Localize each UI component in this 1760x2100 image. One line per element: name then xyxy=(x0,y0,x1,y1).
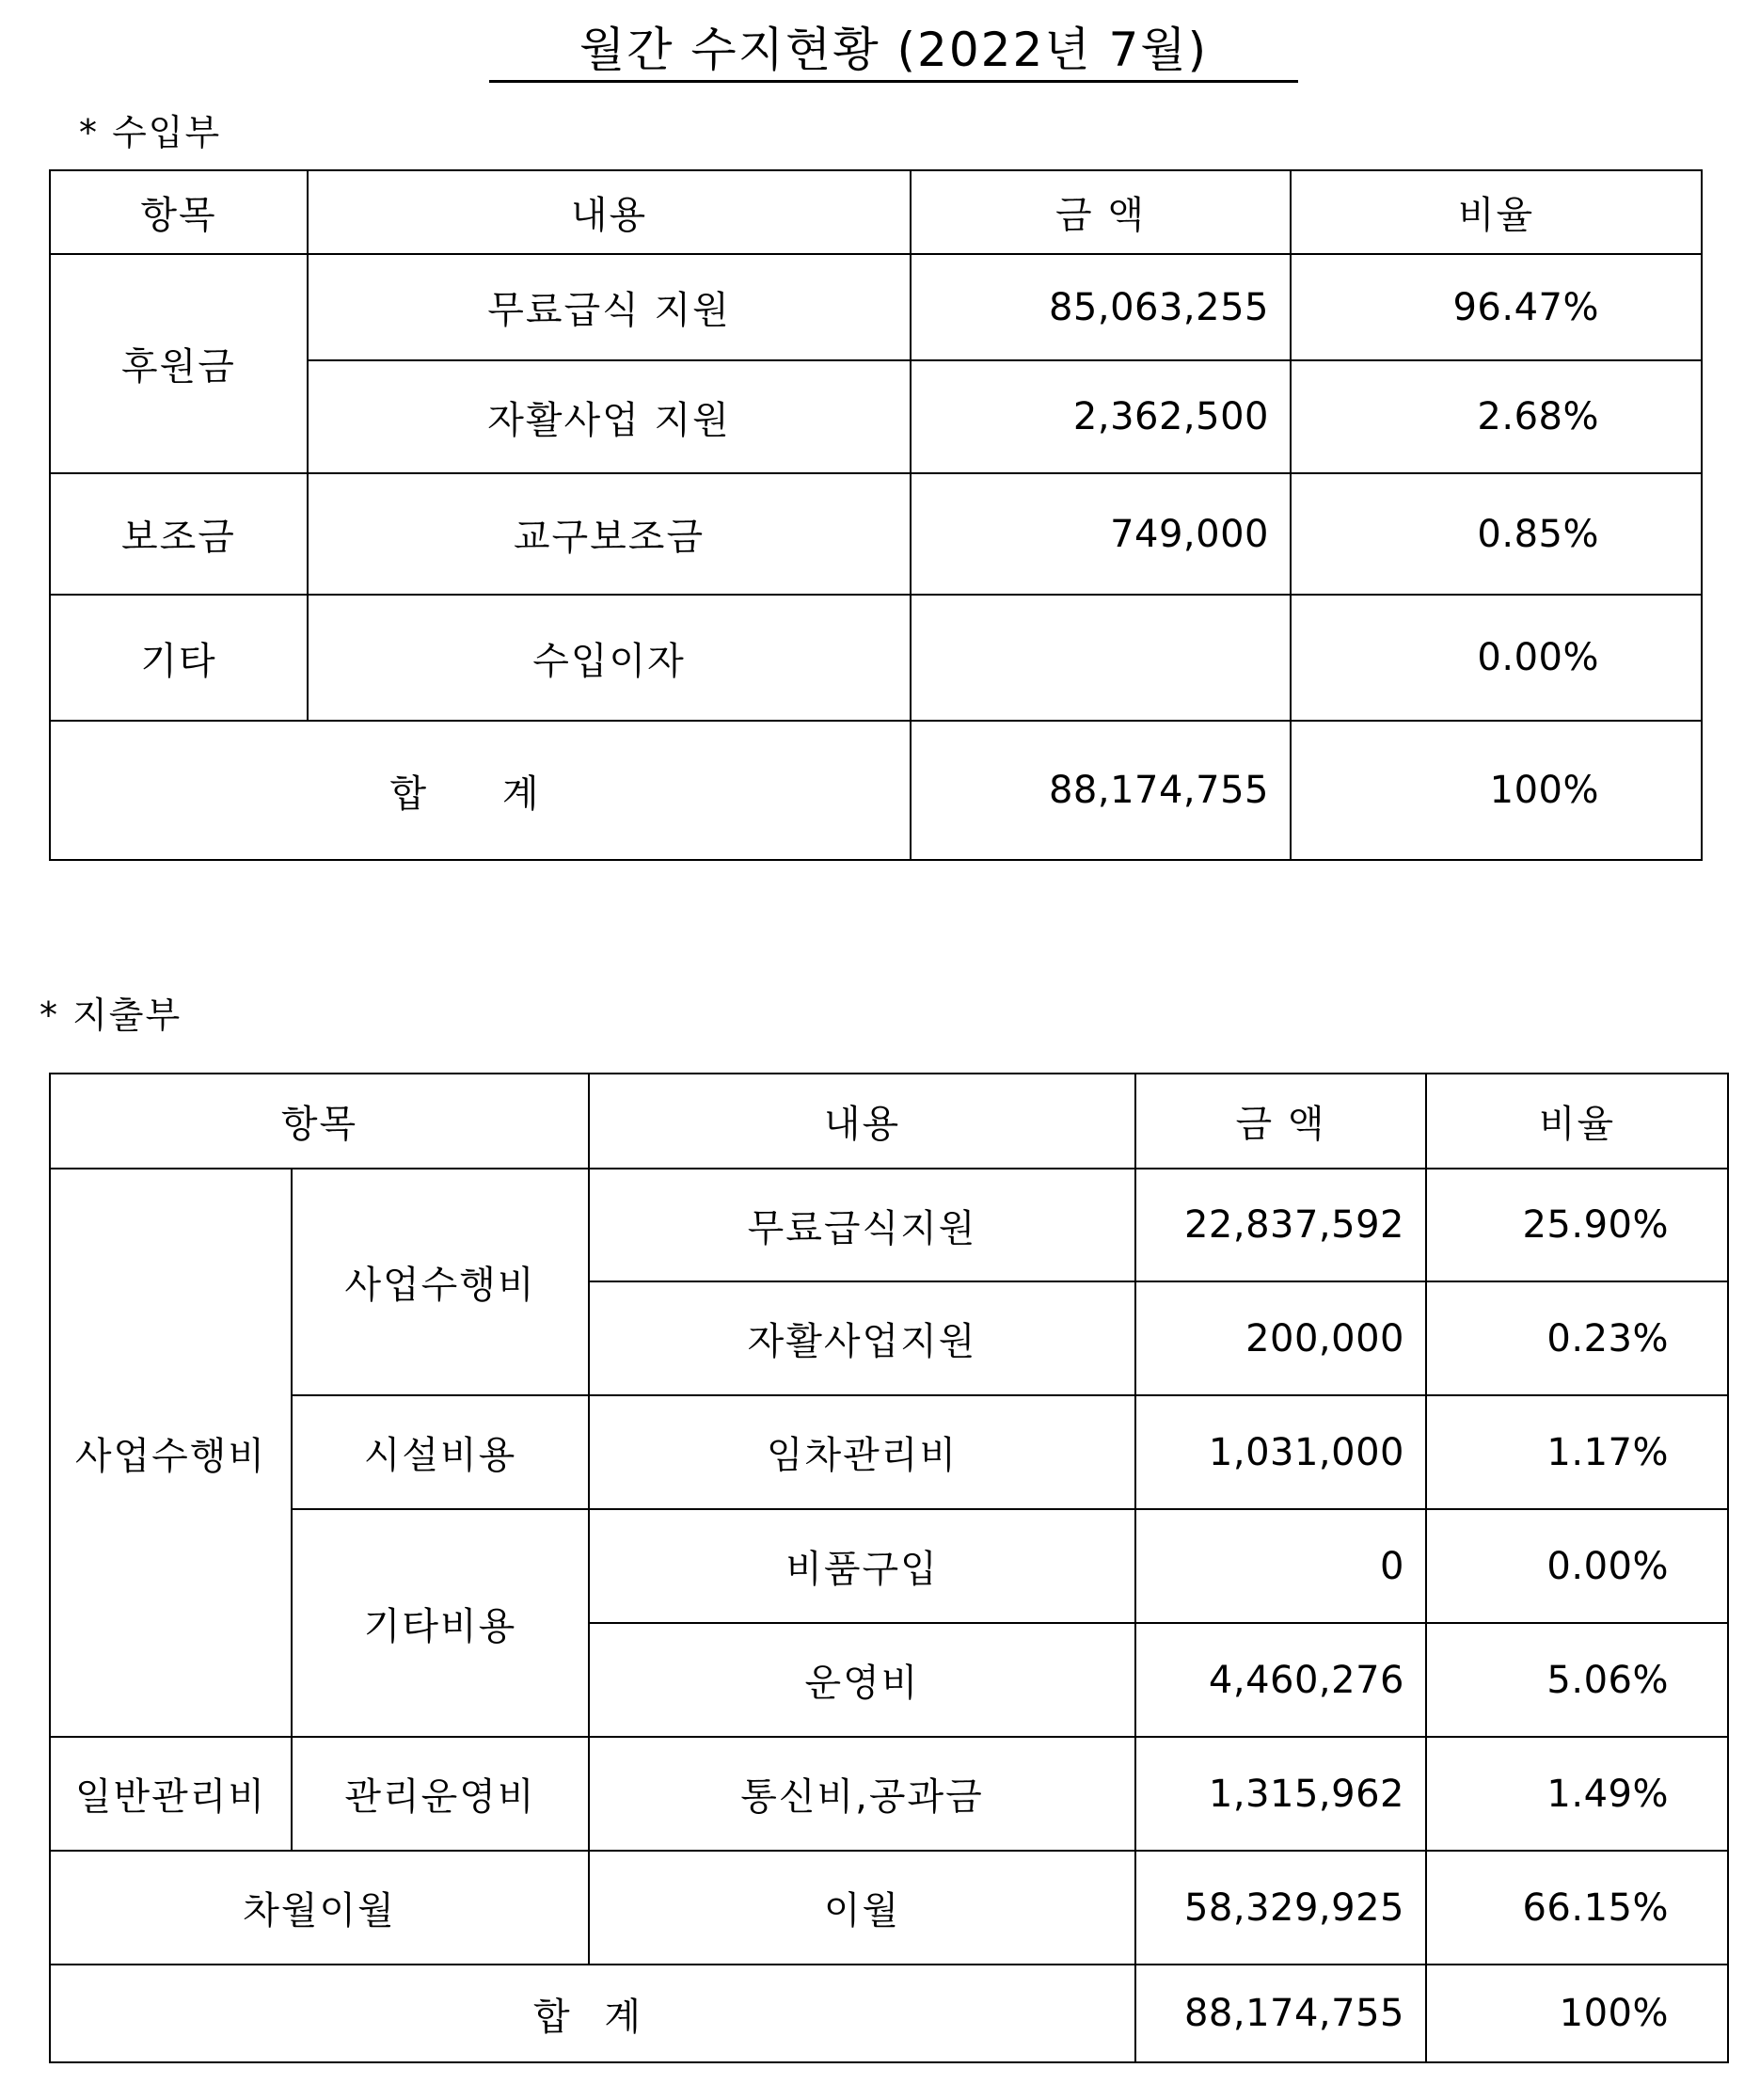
expense-header-row xyxy=(50,1074,1728,1169)
income-total-ratio: 100% xyxy=(1291,721,1702,860)
expense-total-row xyxy=(50,1965,1728,2062)
expense-ratio: 25.90% xyxy=(1426,1169,1728,1281)
expense-total-amount: 88,174,755 xyxy=(1135,1965,1426,2062)
expense-total-ratio: 100% xyxy=(1426,1965,1728,2062)
expense-table xyxy=(49,1073,1729,2063)
income-ratio: 96.47% xyxy=(1291,254,1702,360)
expense-header-ratio: 비율 xyxy=(1426,1074,1728,1169)
expense-ratio: 0.23% xyxy=(1426,1281,1728,1395)
expense-content: 자활사업지원 xyxy=(589,1281,1135,1395)
expense-subgroup-project: 사업수행비 xyxy=(292,1169,589,1395)
expense-header-item: 항목 xyxy=(50,1074,589,1169)
income-header-content: 내용 xyxy=(308,170,911,254)
income-content: 수입이자 xyxy=(308,595,911,721)
income-group-donation: 후원금 xyxy=(50,254,308,473)
income-table xyxy=(49,169,1703,861)
expense-amount: 22,837,592 xyxy=(1135,1169,1426,1281)
income-total-amount: 88,174,755 xyxy=(911,721,1291,860)
income-amount: 2,362,500 xyxy=(911,360,1291,473)
expense-ratio: 66.15% xyxy=(1426,1851,1728,1965)
income-content: 무료급식 지원 xyxy=(308,254,911,360)
expense-amount: 4,460,276 xyxy=(1135,1623,1426,1737)
income-content: 자활사업 지원 xyxy=(308,360,911,473)
expense-total-label: 합 계 xyxy=(50,1965,1135,2062)
expense-section-label: * 지출부 xyxy=(40,994,182,1036)
expense-amount: 1,315,962 xyxy=(1135,1737,1426,1851)
expense-amount: 0 xyxy=(1135,1509,1426,1623)
expense-content: 통신비,공과금 xyxy=(589,1737,1135,1851)
expense-amount: 200,000 xyxy=(1135,1281,1426,1395)
expense-ratio: 1.49% xyxy=(1426,1737,1728,1851)
expense-header-amount: 금 액 xyxy=(1135,1074,1426,1169)
income-header-amount: 금 액 xyxy=(911,170,1291,254)
income-section-label: * 수입부 xyxy=(79,112,222,153)
income-amount: 85,063,255 xyxy=(911,254,1291,360)
table-row xyxy=(50,254,1702,360)
income-total-label: 합 계 xyxy=(50,721,911,860)
income-header-row xyxy=(50,170,1702,254)
income-content: 교구보조금 xyxy=(308,473,911,595)
income-total-row xyxy=(50,721,1702,860)
income-group-other: 기타 xyxy=(50,595,308,721)
expense-group-project: 사업수행비 xyxy=(50,1169,292,1737)
expense-amount: 58,329,925 xyxy=(1135,1851,1426,1965)
table-row xyxy=(50,1395,1728,1509)
income-ratio: 2.68% xyxy=(1291,360,1702,473)
expense-ratio: 0.00% xyxy=(1426,1509,1728,1623)
page-title: 월간 수지현황 (2022년 7월) xyxy=(489,17,1298,83)
income-ratio: 0.00% xyxy=(1291,595,1702,721)
table-row xyxy=(50,1737,1728,1851)
table-row xyxy=(50,1509,1728,1623)
income-amount xyxy=(911,595,1291,721)
expense-content: 무료급식지원 xyxy=(589,1169,1135,1281)
expense-content: 비품구입 xyxy=(589,1509,1135,1623)
expense-group-carryover: 차월이월 xyxy=(50,1851,589,1965)
expense-content: 운영비 xyxy=(589,1623,1135,1737)
expense-group-general: 일반관리비 xyxy=(50,1737,292,1851)
table-row xyxy=(50,595,1702,721)
expense-subgroup-facility: 시설비용 xyxy=(292,1395,589,1509)
table-row xyxy=(50,1169,1728,1281)
income-amount: 749,000 xyxy=(911,473,1291,595)
expense-ratio: 5.06% xyxy=(1426,1623,1728,1737)
expense-header-content: 내용 xyxy=(589,1074,1135,1169)
income-header-ratio: 비율 xyxy=(1291,170,1702,254)
income-group-subsidy: 보조금 xyxy=(50,473,308,595)
expense-amount: 1,031,000 xyxy=(1135,1395,1426,1509)
income-ratio: 0.85% xyxy=(1291,473,1702,595)
table-row xyxy=(50,1851,1728,1965)
expense-content: 임차관리비 xyxy=(589,1395,1135,1509)
expense-subgroup-etc: 기타비용 xyxy=(292,1509,589,1737)
expense-content: 이월 xyxy=(589,1851,1135,1965)
income-header-item: 항목 xyxy=(50,170,308,254)
table-row xyxy=(50,473,1702,595)
expense-subgroup-general: 관리운영비 xyxy=(292,1737,589,1851)
expense-ratio: 1.17% xyxy=(1426,1395,1728,1509)
